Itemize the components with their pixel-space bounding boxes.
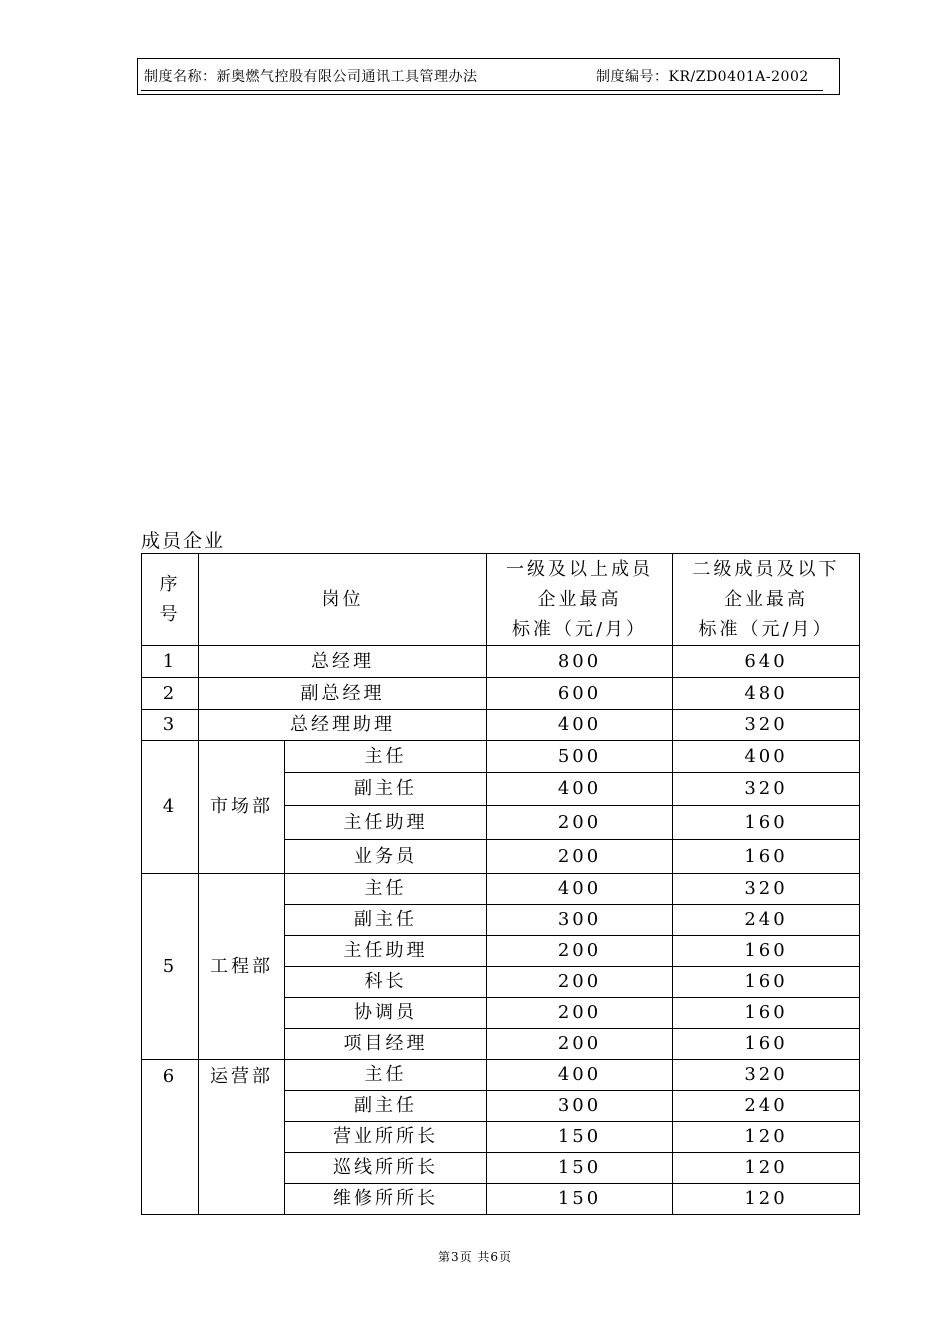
position-cell: 主任 (285, 874, 487, 905)
level1-value: 400 (487, 773, 673, 806)
seq-cell: 3 (142, 710, 199, 741)
level2-value: 320 (673, 773, 860, 806)
header-level1-line2: 企业最高 (537, 588, 622, 610)
level1-value: 200 (487, 967, 673, 998)
level1-value: 400 (487, 710, 673, 741)
seq-cell: 6 (142, 1060, 199, 1215)
position-cell: 主任 (285, 1060, 487, 1091)
level1-value: 200 (487, 998, 673, 1029)
position-cell: 总经理 (199, 646, 487, 678)
position-cell: 副主任 (285, 773, 487, 806)
level2-value: 160 (673, 967, 860, 998)
position-cell: 副主任 (285, 905, 487, 936)
department-cell: 工程部 (199, 874, 285, 1060)
level1-value: 600 (487, 678, 673, 710)
section-title: 成员企业 (141, 530, 226, 552)
department-cell: 运营部 (199, 1060, 285, 1215)
level2-value: 160 (673, 936, 860, 967)
header-underline (141, 90, 823, 91)
level1-value: 800 (487, 646, 673, 678)
table-row (142, 710, 860, 741)
position-cell: 营业所所长 (285, 1122, 487, 1153)
level1-value: 500 (487, 741, 673, 773)
level2-value: 240 (673, 905, 860, 936)
level2-value: 320 (673, 1060, 860, 1091)
header-level1-line1: 一级及以上成员 (506, 558, 653, 580)
table-row (142, 1060, 860, 1091)
level1-value: 400 (487, 1060, 673, 1091)
position-cell: 项目经理 (285, 1029, 487, 1060)
level1-value: 300 (487, 905, 673, 936)
seq-cell: 1 (142, 646, 199, 678)
level2-value: 160 (673, 998, 860, 1029)
level1-value: 200 (487, 806, 673, 840)
level1-value: 200 (487, 840, 673, 874)
position-cell: 主任 (285, 741, 487, 773)
level2-value: 240 (673, 1091, 860, 1122)
header-level1-line3: 标准（元/月） (511, 618, 648, 640)
header-seq-line1: 序 (159, 573, 181, 595)
position-cell: 业务员 (285, 840, 487, 874)
header-level2-line1: 二级成员及以下 (692, 558, 840, 580)
level1-value: 400 (487, 874, 673, 905)
header-position: 岗位 (199, 554, 487, 646)
position-cell: 协调员 (285, 998, 487, 1029)
document-header (137, 58, 840, 95)
seq-cell: 4 (142, 741, 199, 874)
header-seq (142, 554, 199, 646)
position-cell: 副总经理 (199, 678, 487, 710)
header-level2-line3: 标准（元/月） (698, 618, 834, 640)
page-number: 第3页 共6页 (437, 1250, 513, 1264)
header-level2-line2: 企业最高 (724, 588, 808, 610)
level1-value: 300 (487, 1091, 673, 1122)
seq-cell: 5 (142, 874, 199, 1060)
header-seq-line2: 号 (159, 603, 181, 625)
level2-value: 160 (673, 840, 860, 874)
regulation-code: 制度编号：KR/ZD0401A-2002 (596, 69, 809, 85)
level2-value: 160 (673, 806, 860, 840)
level2-value: 320 (673, 710, 860, 741)
position-cell: 主任助理 (285, 806, 487, 840)
position-cell: 副主任 (285, 1091, 487, 1122)
table-row (142, 741, 860, 773)
position-cell: 科长 (285, 967, 487, 998)
table-row (142, 678, 860, 710)
level2-value: 120 (673, 1184, 860, 1215)
level2-value: 320 (673, 874, 860, 905)
level2-value: 120 (673, 1153, 860, 1184)
seq-cell: 2 (142, 678, 199, 710)
level2-value: 160 (673, 1029, 860, 1060)
department-cell: 市场部 (199, 741, 285, 874)
position-cell: 总经理助理 (199, 710, 487, 741)
level1-value: 150 (487, 1184, 673, 1215)
level1-value: 200 (487, 1029, 673, 1060)
level2-value: 640 (673, 646, 860, 678)
level2-value: 120 (673, 1122, 860, 1153)
position-cell: 主任助理 (285, 936, 487, 967)
level2-value: 400 (673, 741, 860, 773)
table-row (142, 874, 860, 905)
level2-value: 480 (673, 678, 860, 710)
allowance-table (141, 553, 860, 1215)
level1-value: 150 (487, 1122, 673, 1153)
table-header-row (142, 554, 860, 646)
level1-value: 200 (487, 936, 673, 967)
header-level2 (673, 554, 860, 646)
table-row (142, 646, 860, 678)
position-cell: 维修所所长 (285, 1184, 487, 1215)
level1-value: 150 (487, 1153, 673, 1184)
regulation-name: 制度名称：新奥燃气控股有限公司通讯工具管理办法 (144, 69, 478, 85)
header-level1 (487, 554, 673, 646)
position-cell: 巡线所所长 (285, 1153, 487, 1184)
